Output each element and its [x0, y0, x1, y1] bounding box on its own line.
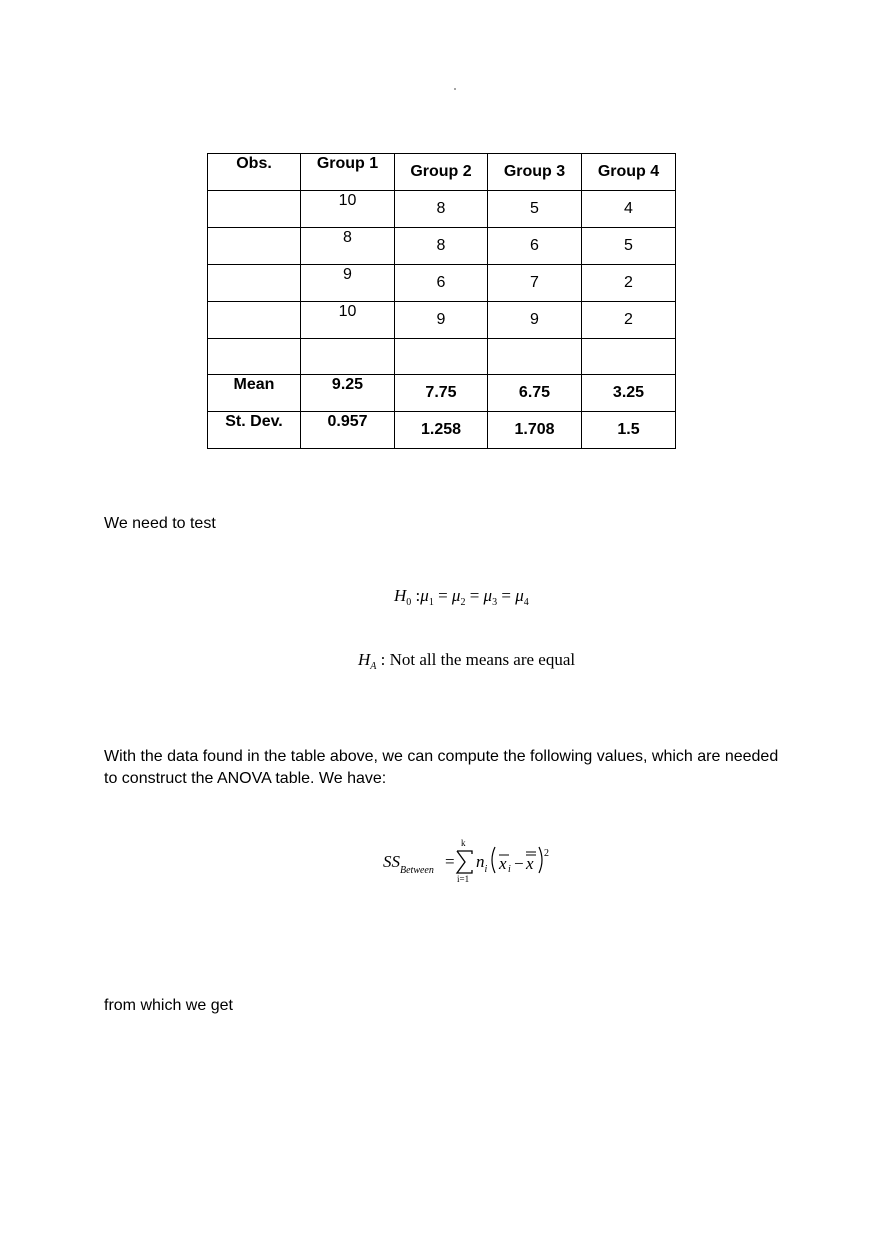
table-cell: 9 [301, 265, 395, 302]
table-cell: 5 [488, 191, 582, 228]
stdev-row [208, 412, 676, 449]
mean-value: 7.75 [395, 375, 488, 412]
null-hypothesis: $H_0$ $:\mu_1 = \mu_2 = \mu_3 = \mu_4$ [394, 586, 529, 608]
intro-text: We need to test [104, 515, 216, 532]
table-cell: 6 [395, 265, 488, 302]
mu-symbol: μ [451, 586, 461, 605]
formula-body [476, 852, 487, 875]
table-row [208, 339, 676, 375]
anova-paragraph [104, 746, 778, 790]
observations-table [207, 153, 676, 449]
table-cell: 10 [301, 191, 395, 228]
table-cell [582, 339, 676, 375]
table-header-row [208, 154, 676, 191]
x-bar-symbol: x [499, 854, 507, 873]
table-row [208, 265, 676, 302]
mu-symbol: μ [420, 586, 429, 605]
mean-value: 6.75 [488, 375, 582, 412]
page-dot [454, 88, 456, 90]
header-group-1: Group 1 [301, 154, 395, 191]
ha-subscript: A [370, 661, 377, 672]
stdev-value: 1.5 [582, 412, 676, 449]
table-cell [208, 339, 301, 375]
x-grand-mean-symbol: x [526, 854, 534, 873]
table-cell: 2 [582, 265, 676, 302]
ha-symbol: H [358, 650, 371, 669]
table-cell [208, 265, 301, 302]
table-cell: 2 [582, 302, 676, 339]
h0-subscript: 0 [406, 597, 412, 608]
mean-value: 3.25 [582, 375, 676, 412]
mu-symbol: μ [515, 586, 524, 605]
stdev-value: 1.258 [395, 412, 488, 449]
table-cell [395, 339, 488, 375]
header-obs: Obs. [208, 154, 301, 191]
summation [455, 838, 475, 888]
mean-row [208, 375, 676, 412]
equals-sign: = [445, 852, 455, 871]
table-cell [208, 302, 301, 339]
table-cell [301, 339, 395, 375]
stdev-label: St. Dev. [208, 412, 301, 449]
ss-symbol: SS [383, 852, 400, 871]
n-symbol: n [476, 852, 485, 871]
x-subscript: i [508, 864, 511, 875]
header-group-4: Group 4 [582, 154, 676, 191]
stdev-value: 0.957 [301, 412, 395, 449]
table-cell: 9 [395, 302, 488, 339]
alternative-hypothesis [358, 650, 575, 672]
n-subscript: i [484, 864, 488, 875]
header-group-2: Group 2 [395, 154, 488, 191]
sum-lower-limit: i=1 [457, 874, 470, 884]
table-cell [208, 191, 301, 228]
from-text: from which we get [104, 997, 233, 1014]
table-row [208, 228, 676, 265]
ha-text: : Not all the means are equal [380, 650, 576, 669]
mean-label: Mean [208, 375, 301, 412]
squared-difference [488, 840, 578, 880]
table-cell: 9 [488, 302, 582, 339]
table-row [208, 302, 676, 339]
svg-text:−: − [514, 854, 524, 873]
header-group-3: Group 3 [488, 154, 582, 191]
stdev-value: 1.708 [488, 412, 582, 449]
table-cell: 6 [488, 228, 582, 265]
table-cell: 4 [582, 191, 676, 228]
ss-subscript: Between [400, 865, 434, 876]
table-row [208, 191, 676, 228]
sigma-icon [455, 849, 475, 875]
ss-between-formula [383, 852, 434, 876]
table-cell: 8 [301, 228, 395, 265]
table-cell: 10 [301, 302, 395, 339]
sum-upper-limit: k [461, 838, 466, 848]
mean-value: 9.25 [301, 375, 395, 412]
h0-symbol: H [394, 586, 407, 605]
exponent: 2 [544, 848, 549, 859]
table-cell: 8 [395, 191, 488, 228]
table-cell: 7 [488, 265, 582, 302]
mu-symbol: μ [483, 586, 493, 605]
table-cell [208, 228, 301, 265]
table-cell: 5 [582, 228, 676, 265]
anova-line-2: to construct the ANOVA table. We have: [104, 770, 387, 787]
table-cell [488, 339, 582, 375]
table-cell: 8 [395, 228, 488, 265]
anova-line-1: With the data found in the table above, we can compute the following values, which are needed [104, 748, 779, 765]
